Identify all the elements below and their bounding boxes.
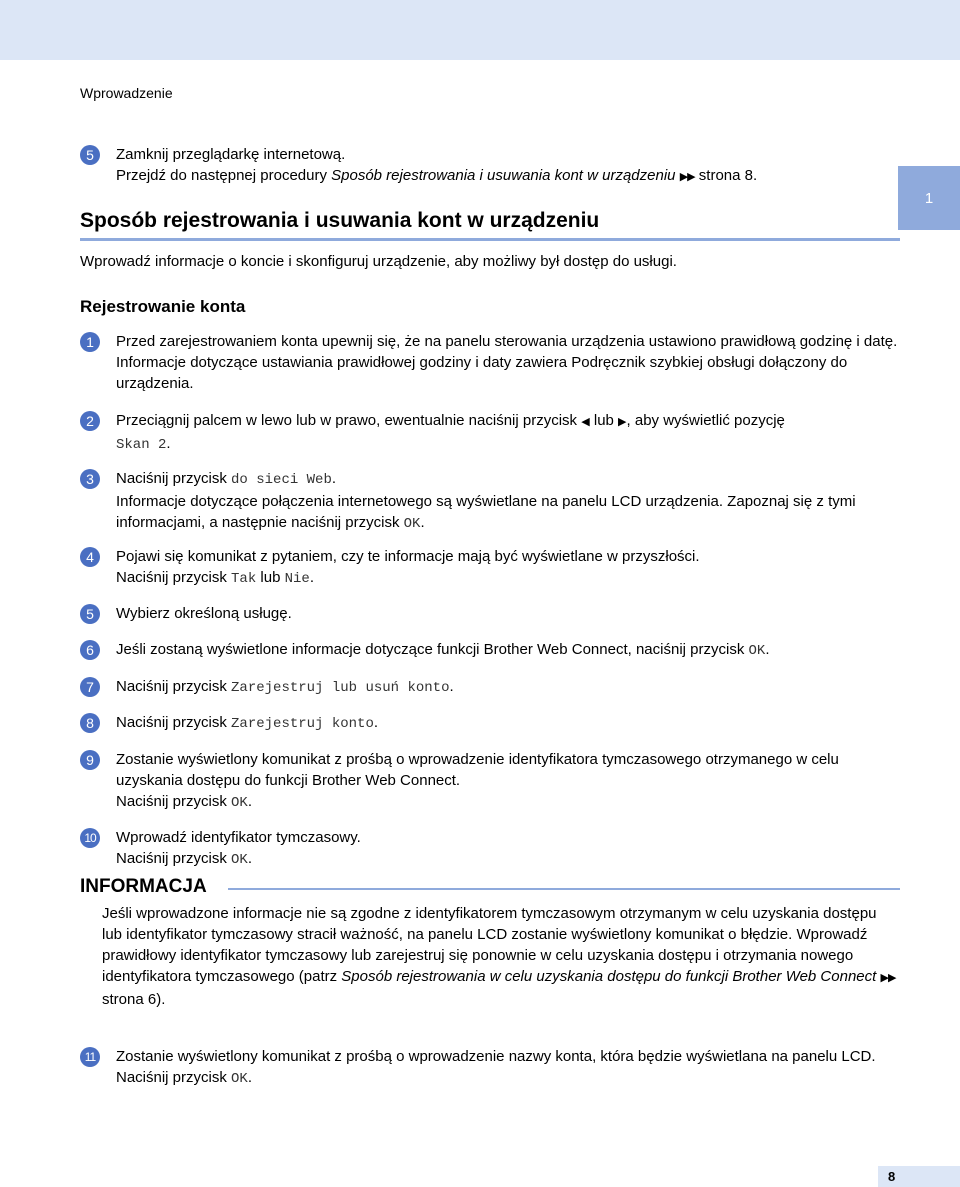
menu-option: OK: [231, 852, 248, 868]
step-number: 5: [80, 604, 100, 624]
left-arrow-icon: ◀: [581, 416, 590, 428]
step-item: [80, 827, 900, 871]
page-number: 8: [878, 1166, 960, 1187]
step-item: [80, 144, 900, 188]
header-band: [0, 0, 960, 60]
step-text: Naciśnij przycisk Zarejestruj konto.: [116, 714, 379, 732]
step-text: Zamknij przeglądarkę internetową. Przejdź do następnej procedury Sposób rejestrowania i usuwania kont w urządzeniu ▶▶ strona 8.: [116, 146, 758, 184]
menu-option: Tak: [231, 571, 257, 587]
menu-option: Zarejestruj lub usuń konto: [231, 680, 450, 696]
section-divider: [80, 238, 900, 241]
step-text: Jeśli zostaną wyświetlone informacje dotyczące funkcji Brother Web Connect, naciśnij przycisk OK.: [116, 641, 770, 659]
step-text: Przeciągnij palcem w lewo lub w prawo, ewentualnie naciśnij przycisk ◀ lub ▶, aby wyświetlić pozycję Skan 2.: [116, 412, 785, 453]
step-item: [80, 676, 900, 699]
step-item: [80, 712, 900, 735]
step-number: 8: [80, 713, 100, 733]
step-item: [80, 331, 900, 394]
step-number: 4: [80, 547, 100, 567]
menu-option: Nie: [284, 571, 310, 587]
section-intro: Wprowadź informacje o koncie i skonfiguruj urządzenie, aby możliwy był dostęp do usługi.: [80, 253, 677, 270]
menu-option: do sieci Web: [231, 472, 332, 488]
cross-reference[interactable]: Sposób rejestrowania i usuwania kont w urządzeniu: [331, 167, 676, 184]
menu-option: OK: [748, 643, 766, 659]
step-text: Zostanie wyświetlony komunikat z prośbą o wprowadzenie nazwy konta, która będzie wyświetlana na panelu LCD. Naciśnij przycisk OK.: [116, 1048, 876, 1087]
step-number: 9: [80, 750, 100, 770]
subsection-title: Rejestrowanie konta: [80, 297, 246, 316]
step-number: 5: [80, 145, 100, 165]
step-text: Naciśnij przycisk do sieci Web. Informacje dotyczące połączenia internetowego są wyświetlane na panelu LCD urządzenia. Zapoznaj się z tymi informacjami, a następnie naciśnij przycisk OK.: [116, 470, 856, 532]
step-number: 2: [80, 411, 100, 431]
section-title: Sposób rejestrowania i usuwania kont w urządzeniu: [80, 209, 600, 232]
step-item: [80, 410, 900, 456]
note-text: Jeśli wprowadzone informacje nie są zgodne z identyfikatorem tymczasowym otrzymanym w celu uzyskania dostępu lub identyfikator tymczasowy stracił ważność, na panelu LCD zostanie wyświetlony komunikat o błędzie. Wprowadź prawidłowy identyfikator tymczasowy lub zarejestruj się ponownie w celu uzyskania dostępu i otrzymania nowego identyfikatora tymczasowego (patrz Sposób rejestrowania w celu uzyskania dostępu do funkcji Brother Web Connect ▶▶ strona 6).: [102, 905, 896, 1008]
double-arrow-icon: ▶▶: [880, 972, 896, 984]
menu-option: OK: [403, 516, 421, 532]
step-item: [80, 1046, 900, 1090]
note-title: INFORMACJA: [80, 876, 207, 897]
step-text: Wprowadź identyfikator tymczasowy. Naciśnij przycisk OK.: [116, 829, 361, 868]
step-number: 3: [80, 469, 100, 489]
menu-option: OK: [231, 1071, 248, 1087]
step-text: Naciśnij przycisk Zarejestruj lub usuń konto.: [116, 678, 454, 696]
running-head: Wprowadzenie: [80, 85, 173, 101]
step-item: [80, 749, 900, 814]
chapter-tab: 1: [898, 166, 960, 230]
step-text: Zostanie wyświetlony komunikat z prośbą o wprowadzenie identyfikatora tymczasowego otrzymanego w celu uzyskania dostępu do funkcji Brother Web Connect. Naciśnij przycisk OK.: [116, 751, 839, 811]
step-text: Pojawi się komunikat z pytaniem, czy te informacje mają być wyświetlane w przyszłości. Naciśnij przycisk Tak lub Nie.: [116, 548, 700, 587]
menu-option: OK: [231, 795, 248, 811]
right-arrow-icon: ▶: [618, 416, 627, 428]
menu-option: Zarejestruj konto: [231, 716, 374, 732]
step-number: 11: [80, 1047, 100, 1067]
step-item: [80, 639, 900, 662]
step-item: [80, 546, 900, 590]
step-number: 6: [80, 640, 100, 660]
cross-reference[interactable]: Sposób rejestrowania w celu uzyskania dostępu do funkcji Brother Web Connect: [341, 968, 877, 985]
step-number: 10: [80, 828, 100, 848]
step-text: Wybierz określoną usługę.: [116, 605, 292, 622]
double-arrow-icon: ▶▶: [679, 171, 695, 183]
note-divider: [228, 888, 900, 890]
step-number: 1: [80, 332, 100, 352]
menu-option: Skan 2: [116, 437, 167, 453]
step-item: [80, 603, 900, 624]
step-text: Przed zarejestrowaniem konta upewnij się, że na panelu sterowania urządzenia ustawiono prawidłową godzinę i datę. Informacje dotyczące ustawiania prawidłowej godziny i daty zawiera Podręcznik szybkiej obsługi dołączony do urządzenia.: [116, 333, 898, 392]
step-item: [80, 468, 900, 535]
step-number: 7: [80, 677, 100, 697]
